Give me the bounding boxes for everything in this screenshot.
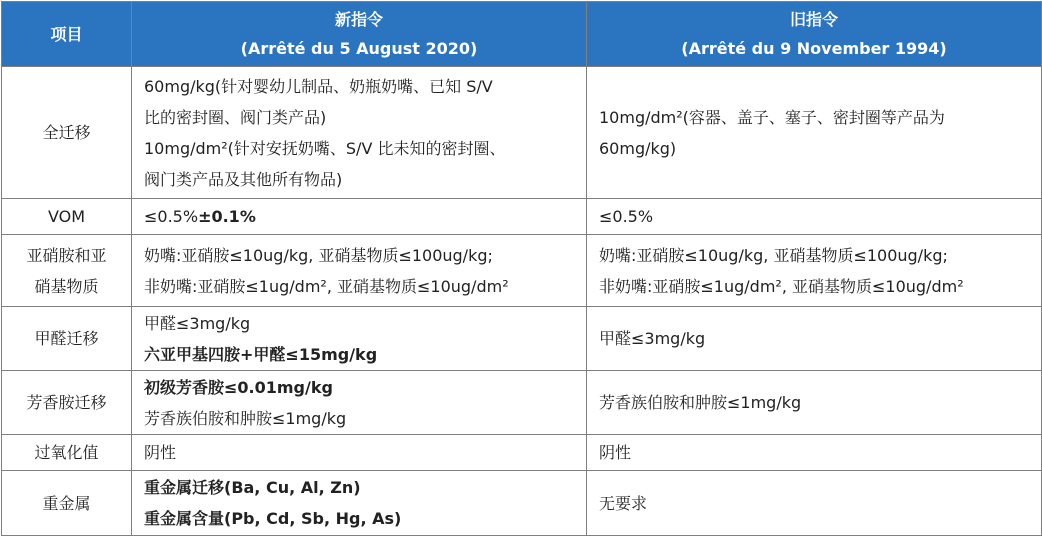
- row-old: [587, 435, 1042, 471]
- row-old: [587, 307, 1042, 371]
- row-old: [587, 199, 1042, 235]
- cell-line: 非奶嘴:亚硝胺≤1ug/dm², 亚硝基物质≤10ug/dm²: [144, 276, 509, 296]
- item-line: 亚硝胺和亚: [26, 245, 107, 265]
- row-old: [587, 235, 1042, 307]
- table-row: [2, 435, 1042, 471]
- table-row: [2, 307, 1042, 371]
- header-item: 项目: [2, 2, 132, 67]
- cell-text: 无要求: [599, 493, 648, 513]
- header-old-directive: [587, 2, 1042, 67]
- header-row: [2, 2, 1042, 67]
- cell-line: 甲醛≤3mg/kg: [144, 313, 251, 333]
- row-item: 重金属: [2, 471, 132, 536]
- cell-line-bold: 重金属迁移(Ba, Cu, Al, Zn): [144, 478, 361, 497]
- cell-text: 芳香族伯胺和肿胺≤1mg/kg: [599, 393, 802, 412]
- cell-text: 阴性: [599, 443, 632, 462]
- row-item: [2, 235, 132, 307]
- cell-line: 奶嘴:亚硝胺≤10ug/kg, 亚硝基物质≤100ug/kg;: [599, 245, 948, 265]
- row-item: 全迁移: [2, 67, 132, 199]
- item-line: 硝基物质: [34, 276, 99, 296]
- row-item: 甲醛迁移: [2, 307, 132, 371]
- row-item: 芳香胺迁移: [2, 371, 132, 435]
- header-old-title: 旧指令: [789, 10, 838, 29]
- row-new: [132, 371, 587, 435]
- cell-line: 阀门类产品及其他所有物品): [144, 169, 343, 189]
- row-new: [132, 435, 587, 471]
- cell-line: 10mg/dm²(容器、盖子、塞子、密封圈等产品为: [599, 107, 945, 127]
- cell-text: ≤0.5%: [599, 207, 654, 226]
- row-old: [587, 471, 1042, 536]
- cell-text: 阴性: [144, 443, 177, 462]
- table-row: [2, 235, 1042, 307]
- cell-line: 10mg/dm²(针对安抚奶嘴、S/V 比未知的密封圈、: [144, 138, 506, 158]
- cell-line: 非奶嘴:亚硝胺≤1ug/dm², 亚硝基物质≤10ug/dm²: [599, 276, 964, 296]
- cell-line: 芳香族伯胺和肿胺≤1mg/kg: [144, 408, 347, 428]
- header-old-sub: (Arrêté du 9 November 1994): [681, 39, 947, 58]
- cell-line-bold: 六亚甲基四胺+甲醛≤15mg/kg: [144, 344, 378, 364]
- cell-text: ≤0.5%: [144, 207, 199, 226]
- row-new: [132, 199, 587, 235]
- cell-line: 60mg/kg(针对婴幼儿制品、奶瓶奶嘴、已知 S/V: [144, 76, 493, 96]
- cell-line: 60mg/kg): [599, 138, 677, 158]
- row-item: VOM: [2, 199, 132, 235]
- row-old: [587, 67, 1042, 199]
- table-row: [2, 67, 1042, 199]
- cell-line-bold: 初级芳香胺≤0.01mg/kg: [144, 377, 333, 397]
- row-new: [132, 67, 587, 199]
- header-new-directive: [132, 2, 587, 67]
- row-new: [132, 307, 587, 371]
- cell-text: 甲醛≤3mg/kg: [599, 329, 706, 348]
- comparison-table: [1, 1, 1042, 536]
- row-new: [132, 235, 587, 307]
- table-row: [2, 199, 1042, 235]
- table-row: [2, 471, 1042, 536]
- table-row: [2, 371, 1042, 435]
- header-new-sub: (Arrêté du 5 August 2020): [240, 39, 478, 58]
- cell-text-bold: ±0.1%: [198, 207, 256, 226]
- row-old: [587, 371, 1042, 435]
- row-new: [132, 471, 587, 536]
- header-new-title: 新指令: [334, 10, 383, 29]
- row-item: 过氧化值: [2, 435, 132, 471]
- cell-line-bold: 重金属含量(Pb, Cd, Sb, Hg, As): [144, 509, 402, 528]
- cell-line: 比的密封圈、阀门类产品): [144, 107, 327, 127]
- cell-line: 奶嘴:亚硝胺≤10ug/kg, 亚硝基物质≤100ug/kg;: [144, 245, 493, 265]
